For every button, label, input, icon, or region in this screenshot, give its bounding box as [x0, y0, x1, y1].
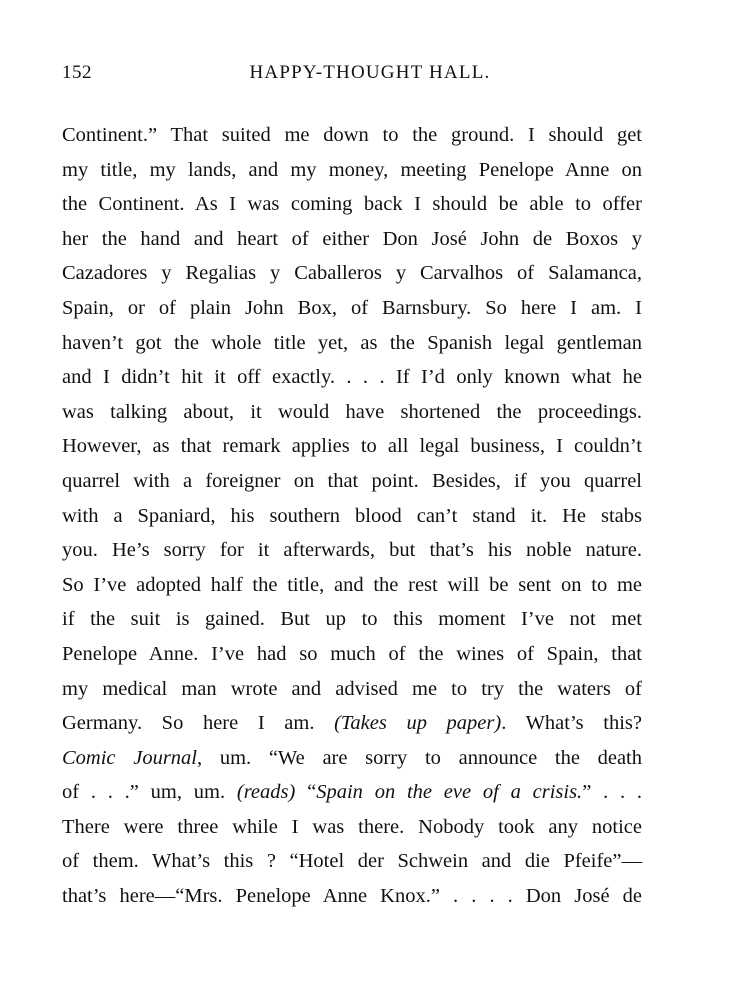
- text-line: [62, 464, 642, 499]
- text-line: [62, 360, 642, 395]
- text-line: [62, 118, 642, 153]
- body-text: [62, 118, 642, 914]
- text-line: [62, 187, 642, 222]
- text-run: my medical man wrote and advised me to try the waters of: [62, 677, 642, 700]
- text-run: of . . .” um, um.: [62, 781, 237, 804]
- italic-text: (reads): [236, 781, 296, 804]
- italic-text: Comic Journal: [62, 746, 197, 769]
- text-run: was talking about, it would have shortened the proceedings.: [62, 400, 642, 423]
- text-run: my title, my lands, and my money, meeting Penelope Anne on: [62, 158, 642, 181]
- text-run: quarrel with a foreigner on that point. Besides, if you quarrel: [62, 469, 642, 492]
- text-run: with a Spaniard, his southern blood can’t stand it. He stabs: [62, 504, 642, 527]
- text-run: However, as that remark applies to all legal business, I couldn’t: [62, 435, 642, 458]
- text-run: ” . . .: [582, 781, 642, 804]
- text-line: [62, 741, 642, 776]
- text-line: [62, 429, 642, 464]
- text-line: [62, 153, 642, 188]
- text-run: if the suit is gained. But up to this moment I’ve not met: [62, 608, 642, 631]
- running-head: HAPPY-THOUGHT HALL.: [249, 62, 491, 83]
- text-line: [62, 326, 642, 361]
- text-line: [62, 879, 642, 914]
- text-run: , um. “We are sorry to announce the death: [197, 746, 643, 769]
- text-line: [62, 291, 642, 326]
- text-run: Continent.” That suited me down to the ground. I should get: [62, 124, 642, 146]
- text-line: [62, 533, 642, 568]
- text-run: that’s here—“Mrs. Penelope Anne Knox.” . . . . Don José de: [62, 885, 642, 908]
- text-line: [62, 602, 642, 637]
- text-run: the Continent. As I was coming back I should be able to offer: [62, 193, 642, 216]
- text-run: Cazadores y Regalias y Caballeros y Carvalhos of Salamanca,: [62, 262, 642, 285]
- text-line: [62, 775, 642, 810]
- text-run: There were three while I was there. Nobody took any notice: [62, 815, 642, 838]
- text-line: [62, 499, 642, 534]
- text-run: of them. What’s this ? “Hotel der Schwein and die Pfeife”—: [62, 850, 642, 873]
- text-run: . What’s this?: [501, 712, 642, 735]
- page-header: [62, 62, 678, 92]
- text-run: you. He’s sorry for it afterwards, but that’s his noble nature.: [62, 539, 642, 562]
- text-run: Spain, or of plain John Box, of Barnsbury. So here I am. I: [62, 296, 642, 319]
- italic-text: (Takes up paper): [334, 712, 502, 735]
- text-run: her the hand and heart of either Don José John de Boxos y: [62, 227, 642, 250]
- italic-text: Spain on the eve of a crisis.: [316, 781, 583, 804]
- text-line: [62, 395, 642, 430]
- text-line: [62, 706, 642, 741]
- text-run: Germany. So here I am.: [62, 712, 335, 735]
- text-line: [62, 568, 642, 603]
- text-run: haven’t got the whole title yet, as the Spanish legal gentleman: [62, 331, 642, 354]
- text-line: [62, 637, 642, 672]
- text-run: So I’ve adopted half the title, and the rest will be sent on to me: [62, 573, 642, 596]
- text-line: [62, 222, 642, 257]
- text-line: [62, 256, 642, 291]
- text-line: [62, 810, 642, 845]
- text-line: [62, 844, 642, 879]
- page-number: 152: [62, 62, 92, 83]
- text-line: [62, 672, 642, 707]
- text-run: “: [295, 781, 317, 804]
- text-run: Penelope Anne. I’ve had so much of the wines of Spain, that: [62, 642, 642, 665]
- text-run: and I didn’t hit it off exactly. . . . If I’d only known what he: [62, 366, 642, 389]
